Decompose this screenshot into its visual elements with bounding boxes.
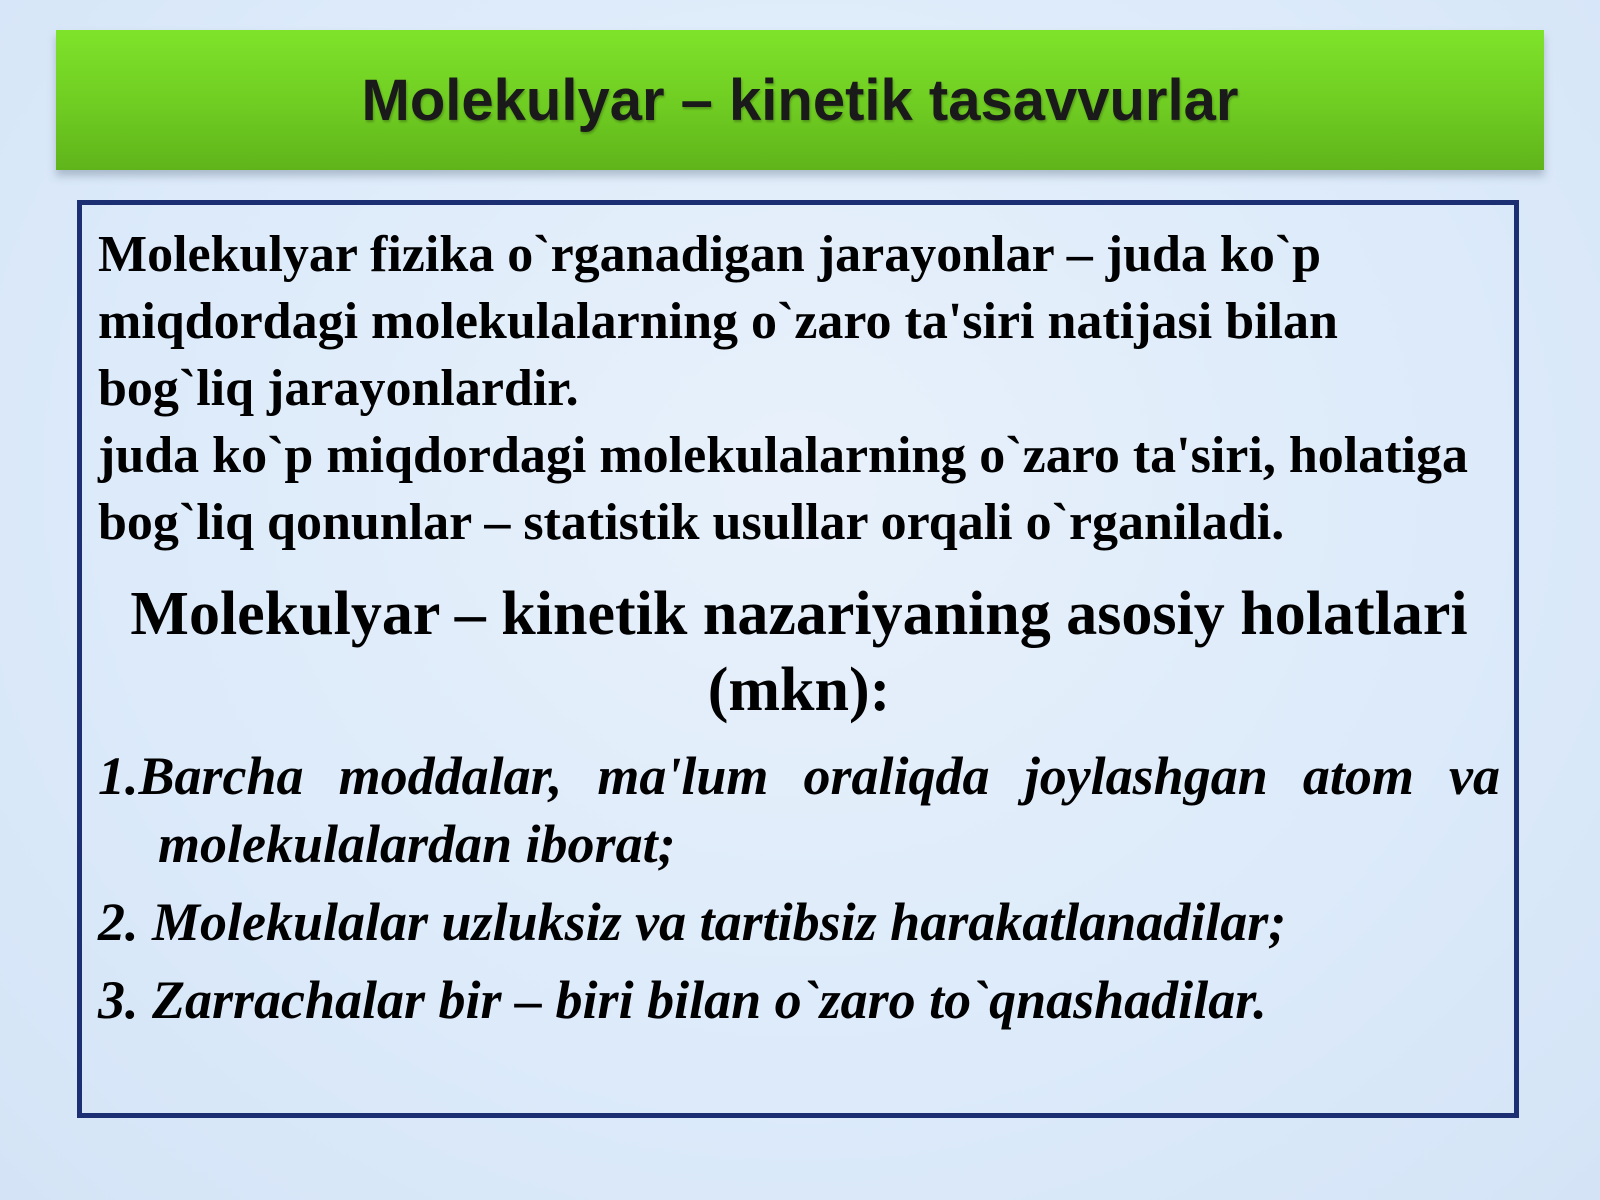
list-item-1: 1.Barcha moddalar, ma'lum oraliqda joylashgan atom va molekulalardan iborat; xyxy=(98,746,1500,874)
slide-title-bar xyxy=(56,30,1544,170)
list-item-2: 2. Molekulalar uzluksiz va tartibsiz harakatlanadilar; xyxy=(98,892,1287,952)
list-item-3: 3. Zarrachalar bir – biri bilan o`zaro to`qnashadilar. xyxy=(98,970,1267,1030)
slide-title: Molekulyar – kinetik tasavvurlar xyxy=(361,67,1239,133)
mkn-subheading: Molekulyar – kinetik nazariyaning asosiy holatlari (mkn): xyxy=(130,580,1468,724)
content-box xyxy=(77,200,1519,1118)
paragraph-2: juda ko`p miqdordagi molekulalarning o`zaro ta'siri, holatiga bog`liq qonunlar – statistik usullar orqali o`rganiladi. xyxy=(98,427,1468,551)
paragraph-1: Molekulyar fizika o`rganadigan jarayonlar – juda ko`p miqdordagi molekulalarning o`zaro ta'siri natijasi bilan bog`liq jarayonlardir. xyxy=(98,226,1338,417)
